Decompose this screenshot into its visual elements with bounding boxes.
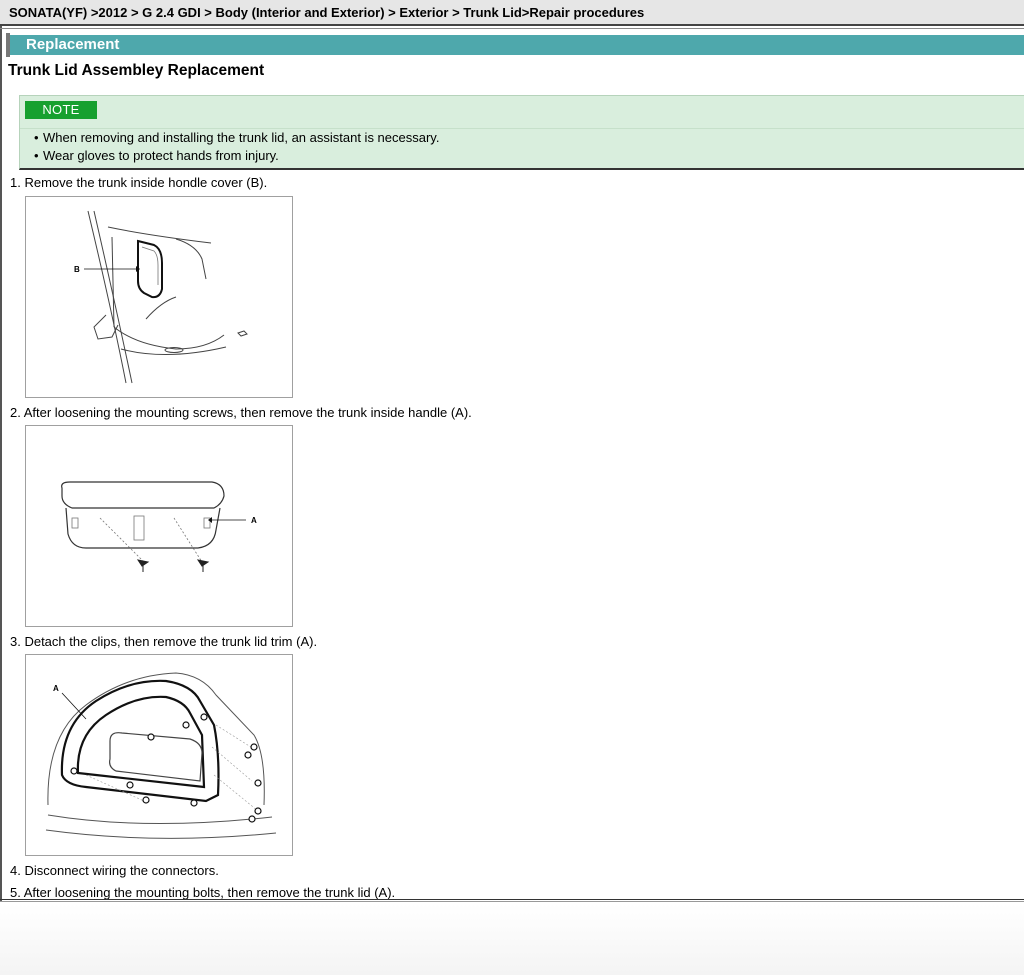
callout-label: B: [74, 265, 80, 274]
bullet-icon: •: [34, 130, 39, 145]
step-1: 1. Remove the trunk inside hondle cover (B).: [10, 175, 268, 190]
inside-handle-illustration: [26, 426, 292, 626]
figure-inside-handle: [25, 425, 293, 627]
note-item: [34, 148, 279, 163]
note-item-text: Wear gloves to protect hands from injury.: [43, 148, 279, 163]
figure-trunk-lid-trim: [25, 654, 293, 856]
note-item-text: When removing and installing the trunk lid, an assistant is necessary.: [43, 130, 440, 145]
page-title: Trunk Lid Assembley Replacement: [8, 62, 265, 79]
figure-handle-cover: [25, 196, 293, 398]
breadcrumb: SONATA(YF) >2012 > G 2.4 GDI > Body (Interior and Exterior) > Exterior > Trunk Lid>Repair procedures: [0, 0, 1024, 26]
bullet-icon: •: [34, 148, 39, 163]
note-label: NOTE: [25, 101, 97, 119]
footer-blank-area: [0, 904, 1024, 975]
step-3: 3. Detach the clips, then remove the trunk lid trim (A).: [10, 634, 318, 649]
handle-cover-illustration: [26, 197, 292, 397]
step-4: 4. Disconnect wiring the connectors.: [10, 863, 219, 878]
step-5: 5. After loosening the mounting bolts, then remove the trunk lid (A).: [10, 885, 396, 900]
note-box: [19, 95, 1024, 170]
section-header-replacement: Replacement: [8, 35, 1024, 55]
note-item: [34, 130, 439, 145]
callout-label: A: [53, 684, 59, 693]
note-divider: [20, 128, 1024, 129]
callout-label: A: [251, 516, 257, 525]
bottom-divider: [0, 899, 1024, 902]
step-2: 2. After loosening the mounting screws, then remove the trunk inside handle (A).: [10, 405, 472, 420]
trunk-lid-trim-illustration: [26, 655, 292, 855]
